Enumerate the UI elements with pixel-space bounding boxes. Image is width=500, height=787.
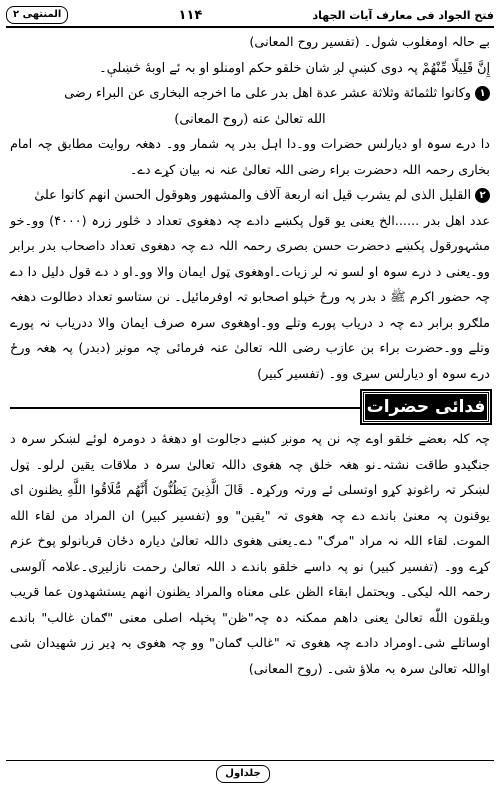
- item-number-badge: ١: [475, 86, 490, 101]
- arabic-quote: وكانوا ثلثمائة وثلاثة عشر عدة اهل بدر على ما اخرجه البخارى عن البراء رضى: [64, 86, 471, 101]
- arabic-quote: القليل الذى لم يشرب قيل انه اربعة آلاف والمشهور وهوقول الحسن انهم كانوا علىٰ: [34, 188, 471, 203]
- item-1: [10, 81, 490, 107]
- volume-label: جلداول: [216, 765, 270, 783]
- page-footer: [6, 760, 494, 783]
- item-number-badge: ٢: [475, 188, 490, 203]
- explanation-paragraph: دا درے سوہ او دیارلس حضرات وو۔دا اہل بدر پہ شمار وو۔ دهغہ روایت مطابق چہ امام بخاری رحمہ اللہ دحضرت براء رضی اللہ تعالیٰ عنہ نہ بیان کړے دے۔: [10, 137, 490, 178]
- explanation-paragraph: عدد اهل بدر ......الخ یعنی یو قول پکښے دادے چہ دهغوی تعداد د څلور زرہ (۴۰۰۰) وو۔خو مشہورقول پکښے دحضرت حسن بصری رحمہ اللہ دے چہ دهغوی تعداد داصحاب بدر برابر وو۔یعنی د درے سوہ او لسو نہ لږ زیات۔اوهغوی ټول ایمان والا وو۔او د دے قول دلیل دا دے چہ حضور اکرم ﷺ د بدر پہ ورځ خپلو اصحابو تہ اوفرمائیل۔ نن ستاسو تعداد دطالوت دهغہ ملګرو برابر دے چہ د دریاب پورے وتلے وو۔اوهغوی سرہ صرف ایمان والا ددریاب نہ پورے وتلے وو۔حضرت براء بن عازب رضی اللہ تعالیٰ عنہ فرمائی چہ مونږ (دبدر) پہ هغہ ورځ درے سوہ او دیارلس سړی وو۔ (تفسیر کبیر): [10, 213, 490, 382]
- section-heading: [10, 391, 490, 425]
- item-2: [10, 183, 490, 209]
- page-header: [6, 4, 494, 28]
- verse-line: إِنَّ قَلِيلًا مِّنْهُمْ پہ دوی کښې لږ شان خلقو حکم اومنلو او بہ ئے اوبۀ څښلې۔: [99, 60, 490, 76]
- page-number: ۱۱۴: [178, 7, 203, 23]
- page-body: [10, 30, 490, 682]
- section-title: فدائی حضرات: [362, 391, 490, 423]
- series-badge: المنتهى ٢: [6, 6, 68, 24]
- book-title: فتح الجواد فی معارف آیات الجهاد: [312, 8, 494, 22]
- text-line: بے حالہ اومغلوب شول۔ (تفسیر روح المعانی): [249, 35, 490, 50]
- section-paragraph: چہ کلہ بعضے خلقو اوے چہ نن پہ مونږ کښے دجالوت او دهغۀ د دومرہ لوئے لښکر سرہ د جنګیدو طاقت نشتہ۔نو هغہ خلق چہ هغوی داللہ تعالیٰ سرہ د ملاقات یقین لرلو۔ ټول لښکر تہ راغونډ کړو اوتسلی ئے ورتہ ورکړہ۔ قَالَ الَّذِينَ يَظُنُّونَ أَنَّهُم مُّلَاقُوا اللَّهِ يظنون ای يوقنون پہ معنیٰ باندے دے چہ هغوی تہ "یقین" وو (تفسیر کبیر) ان المراد من لقاء الله الموت. لقاء اللہ نہ مراد "مرګ" دے۔یعنی هغوی داللہ تعالیٰ دیارہ دځان قربانولو پوخ عزم کړے وو۔ (تفسیر کبیر) نو پہ داسے خلقو باندے د اللہ تعالیٰ رحمت نازلیږی۔علامہ آلوسی رحمہ اللہ لیکی۔ ويحتمل ابقاء الظن على معناه والمراد يظنون انهم يستشهدون عما قريب ويلقون اللّٰه تعالىٰ یعنی داهم ممکنہ دہ چہ"ظن" پخپلہ اصلی معنی "ګمان غالب" باندے اوساتلے شی۔اومراد دادے چہ هغوی تہ "غالب ګمان" وو چہ هغوی بہ ډیر زر شهیدان شی اواللہ تعالیٰ سرہ بہ ملاؤ شی۔ (روح المعانی): [10, 432, 490, 677]
- arabic-quote-continuation: الله تعالىٰ عنه (روح المعانى): [174, 111, 326, 127]
